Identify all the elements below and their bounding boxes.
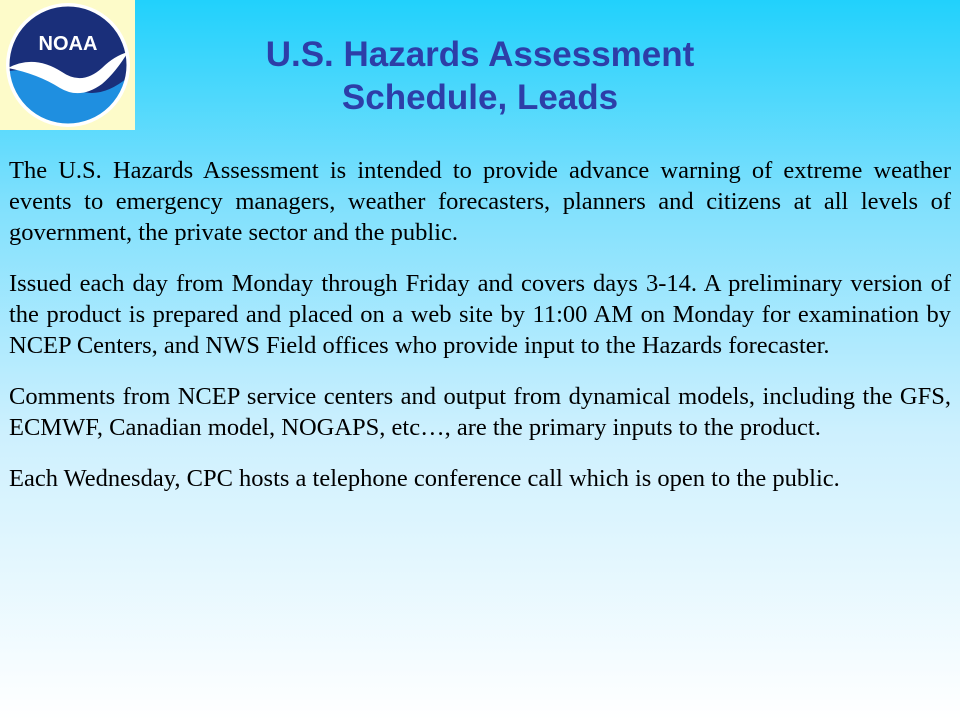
noaa-logo bbox=[4, 2, 132, 128]
title-line-2: Schedule, Leads bbox=[341, 78, 619, 117]
paragraph-schedule: Issued each day from Monday through Friday and covers days 3-14. A preliminary version of the product is prepared and placed on a web site by 11:00 AM on Monday for examination by NCEP Centers, and NWS Field offices who provide input to the Hazards forecaster. bbox=[9, 270, 951, 359]
paragraph-purpose: The U.S. Hazards Assessment is intended to provide advance warning of extreme weather events to emergency managers, weather forecasters, planners and citizens at all levels of government, the private sector and the public. bbox=[9, 157, 951, 246]
slide-title bbox=[140, 33, 820, 119]
paragraph-inputs: Comments from NCEP service centers and output from dynamical models, including the GFS, ECMWF, Canadian model, NOGAPS, etc…, are the primary inputs to the product. bbox=[9, 383, 951, 441]
noaa-logo-text: NOAA bbox=[38, 33, 98, 55]
title-line-1: U.S. Hazards Assessment bbox=[265, 35, 695, 74]
paragraph-conference-call: Each Wednesday, CPC hosts a telephone conference call which is open to the public. bbox=[9, 465, 840, 492]
slide-body bbox=[9, 155, 951, 514]
noaa-logo-panel bbox=[0, 0, 135, 130]
